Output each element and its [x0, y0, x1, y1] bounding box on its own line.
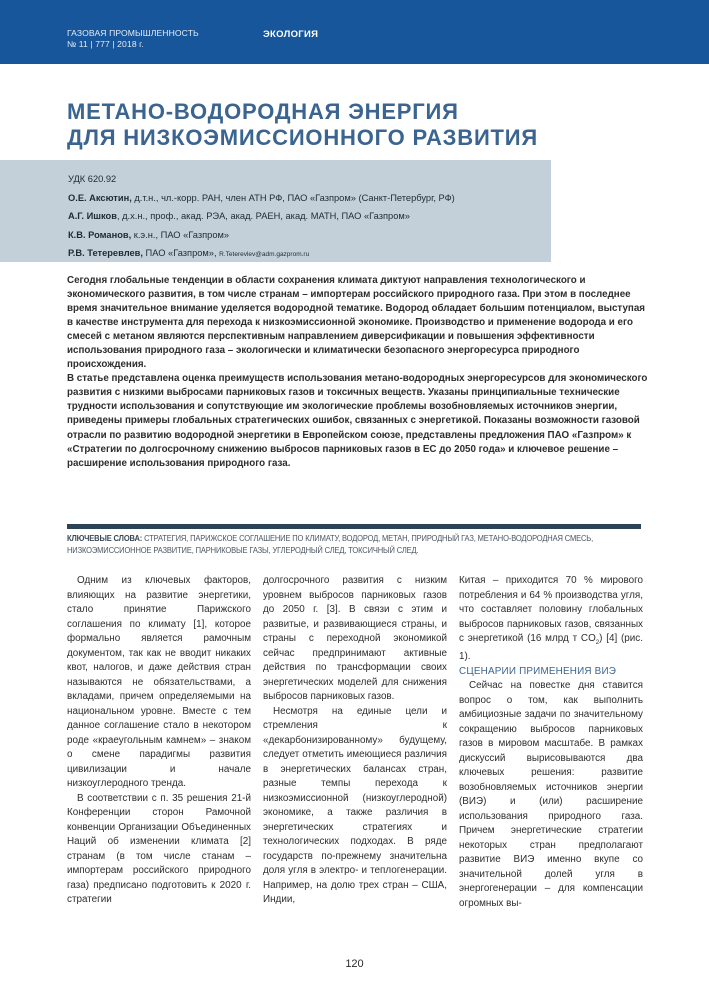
body-column-2 [263, 574, 447, 908]
author-details: к.э.н., ПАО «Газпром» [131, 229, 230, 240]
abstract-paragraph: В статье представлена оценка преимуществ использования метано-водородных энергоресурсов для экономического развития с низкими выбросами парниковых газов и токсичных веществ. Указаны принципиальные технические трудности использования и сопутствующие им экологические проблемы возобновляемых источников энергии, приведены примеры глобальных стратегических ошибок, связанных с энергетикой. Показаны возможности газовой отрасли по развитию водородной энергетики в Европейском союзе, представлены предложения ПАО «Газпром» к «Стратегии по долгосрочному снижению выбросов парниковых газов в ЕС до 2050 года» и ключевое решение – расширение использования природного газа. [67, 373, 648, 469]
author-info [68, 170, 455, 265]
author-email-link[interactable]: R.Teterevlev@adm.gazprom.ru [219, 251, 310, 259]
abstract [67, 274, 652, 471]
body-paragraph [459, 574, 643, 665]
author-details: , д.х.н., проф., акад. РЭА, акад. РАЕН, акад. МАТН, ПАО «Газпром» [116, 211, 410, 222]
keywords-list: СТРАТЕГИЯ, ПАРИЖСКОЕ СОГЛАШЕНИЕ ПО КЛИМАТУ, ВОДОРОД, МЕТАН, ПРИРОДНЫЙ ГАЗ, МЕТАНО-ВОДОРОДНАЯ СМЕСЬ, НИЗКОЭМИССИОННОЕ РАЗВИТИЕ, ПАРНИКОВЫЕ ГАЗЫ, УГЛЕРОДНЫЙ СЛЕД, ТОКСИЧНЫЙ СЛЕД. [67, 534, 594, 556]
abstract-paragraph: Сегодня глобальные тенденции в области сохранения климата диктуют направления технологического и экономического развития, в том числе странам – импортерам российского природного газа. При этом в последнее время значительное внимание уделяется водородной тематике. Водород обладает большим потенциалом, выступая в качестве инструмента для перехода к низкоэмиссионной экономике. Производство и применение водорода и его смесей с метаном являются перспективным направлением диверсификации и повышения эффективности использования природного газа – экологически и климатически безопасного энергоресурса природного происхождения. [67, 275, 646, 371]
author-line [68, 207, 455, 226]
body-text: ) [4] (рис. 1). [459, 633, 643, 663]
keywords [67, 533, 605, 558]
author-line [68, 226, 455, 245]
journal-name: ГАЗОВАЯ ПРОМЫШЛЕННОСТЬ [67, 28, 199, 38]
keywords-label: КЛЮЧЕВЫЕ СЛОВА: [67, 534, 143, 543]
author-name: Р.В. Тетеревлев, [68, 248, 143, 259]
page-number: 120 [345, 958, 364, 970]
body-column-3 [459, 574, 643, 911]
author-line [68, 189, 455, 208]
section-label: ЭКОЛОГИЯ [263, 29, 319, 40]
journal-header-bar [0, 0, 709, 64]
udk-code: УДК 620.92 [68, 174, 117, 184]
body-paragraph: долгосрочного развития с низким уровнем выбросов парниковых газов до 2050 г. [3]. В связи с этим и развитые, и развивающиеся страны, и страны с переходной экономикой сейчас предпринимают активные действия по трансформации своих энергетических моделей для снижения выбросов парниковых газов. [263, 575, 447, 702]
section-subheading: СЦЕНАРИИ ПРИМЕНЕНИЯ ВИЭ [459, 665, 617, 677]
author-name: А.Г. Ишков [68, 211, 117, 222]
title-line-1: МЕТАНО-ВОДОРОДНАЯ ЭНЕРГИЯ [67, 99, 459, 124]
title-line-2: ДЛЯ НИЗКОЭМИССИОННОГО РАЗВИТИЯ [67, 125, 539, 150]
article-title [67, 99, 538, 151]
journal-info [67, 28, 199, 50]
author-details: д.т.н., чл.-корр. РАН, член АТН РФ, ПАО «Газпром» (Санкт-Петербург, РФ) [131, 192, 455, 203]
body-paragraph: Сейчас на повестке дня ставится вопрос о том, как выполнить амбициозные задачи по значительному сокращению выбросов парниковых газов в мировом масштабе. В рамках дискуссий вырисовываются два ключевых решения: развитие возобновляемых источников энергии (ВИЭ) и (или) расширение использования природного газа. Причем энергетические стратегии некоторых стран предполагают развитие ВИЭ именно вкупе со значительной долей угля в энергогенерации – для компенсации огромных вы- [459, 680, 643, 909]
subscript: 2 [595, 639, 600, 646]
author-details: ПАО «Газпром», [142, 248, 220, 259]
body-column-1 [67, 574, 251, 908]
body-paragraph: Несмотря на единые цели и стремления к «декарбонизированному» будущему, следует отметить имеющиеся различия в энергетических балансах стран, разные темпы перехода к низкоэмиссионной (низкоуглеродной) экономике, а также различия в энергетических стратегиях и технологических подходах. В ряде государств по-прежнему значительна доля угля в электро- и теплогенерации. Например, на долю трех стран – США, Индии, [263, 705, 447, 905]
issue-info: № 11 | 777 | 2018 г. [67, 39, 144, 49]
author-name: О.Е. Аксютин, [68, 192, 132, 203]
body-text: Китая – приходится 70 % мирового потребления и 64 % производства угля, что составляет половину глобальных выбросов парниковых газов, связанных с энергетикой (16 млрд т CO [459, 575, 643, 644]
body-paragraph: Одним из ключевых факторов, влияющих на развитие энергетики, стало принятие Парижского соглашения по климату [1], которое формально является рамочным документом, так как не вводит никаких квот, налогов, и даже действия стран называются не обязательствами, а вкладами, причем определяемыми на национальном уровне. Вместе с тем данное соглашение стало в некотором роде «краеугольным камнем» – знаком о смене парадигмы развития цивилизации и начале низкоуглеродного тренда. [67, 575, 251, 789]
body-paragraph: В соответствии с п. 35 решения 21-й Конференции сторон Рамочной конвенции Организации Объединенных Наций об изменении климата [2] странам (в том числе станам – импортерам российского природного газа) предписано подготовить к 2020 г. стратегии [67, 792, 251, 905]
keywords-divider [67, 524, 641, 529]
author-line [68, 244, 455, 265]
author-name: К.В. Романов, [68, 229, 132, 240]
